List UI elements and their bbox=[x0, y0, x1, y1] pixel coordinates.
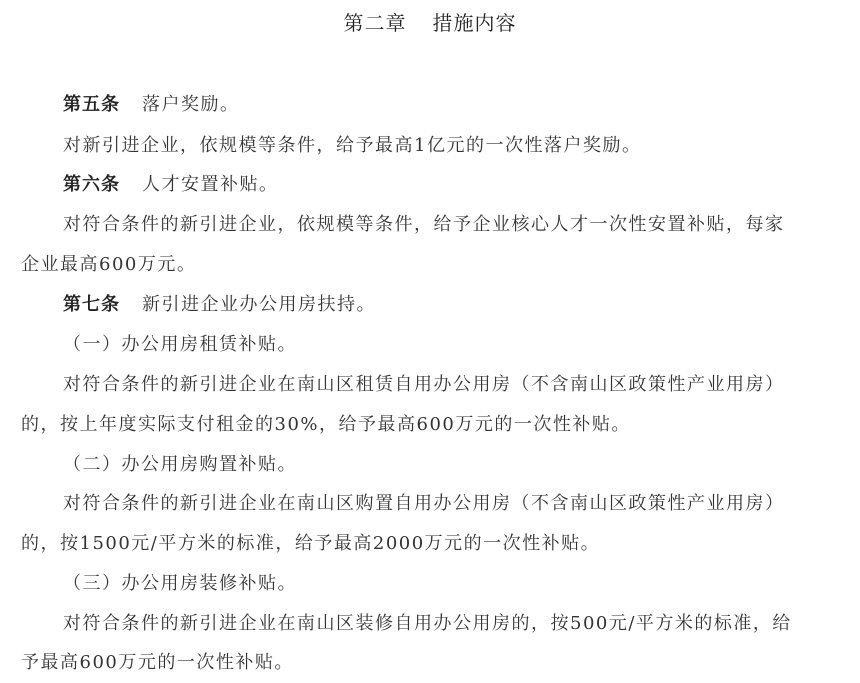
article-title: 新引进企业办公用房扶持。 bbox=[142, 294, 376, 315]
paragraph-line: 对符合条件的新引进企业在南山区装修自用办公用房的，按500元/平方米的标准，给 bbox=[63, 613, 792, 634]
article-6-heading bbox=[0, 171, 860, 199]
paragraph-line: 企业最高600万元。 bbox=[21, 254, 197, 275]
section-heading: （一）办公用房租赁补贴。 bbox=[63, 334, 297, 355]
paragraph-line: 对新引进企业，依规模等条件，给予最高1亿元的一次性落户奖励。 bbox=[63, 135, 642, 156]
chapter-number: 第二章 bbox=[343, 11, 407, 35]
section-heading: （二）办公用房购置补贴。 bbox=[63, 454, 297, 475]
article-title: 人才安置补贴。 bbox=[142, 174, 279, 195]
article-7-heading bbox=[0, 291, 860, 319]
article-number: 第六条 bbox=[63, 174, 120, 195]
paragraph-line: 对符合条件的新引进企业，依规模等条件，给予企业核心人才一次性安置补贴，每家 bbox=[63, 214, 785, 235]
paragraph-line: 的，按1500元/平方米的标准，给予最高2000万元的一次性补贴。 bbox=[21, 533, 601, 554]
section-heading: （三）办公用房装修补贴。 bbox=[63, 573, 297, 594]
chapter-name: 措施内容 bbox=[432, 11, 517, 35]
paragraph-line: 对符合条件的新引进企业在南山区租赁自用办公用房（不含南山区政策性产业用房） bbox=[63, 374, 785, 395]
article-title: 落户奖励。 bbox=[142, 94, 240, 115]
paragraph-line: 的，按上年度实际支付租金的30%，给予最高600万元的一次性补贴。 bbox=[21, 414, 631, 435]
paragraph-line: 对符合条件的新引进企业在南山区购置自用办公用房（不含南山区政策性产业用房） bbox=[63, 493, 785, 514]
article-5-heading bbox=[0, 91, 860, 119]
article-number: 第五条 bbox=[63, 94, 120, 115]
paragraph-line: 予最高600万元的一次性补贴。 bbox=[21, 652, 294, 673]
chapter-title bbox=[0, 8, 860, 38]
article-number: 第七条 bbox=[63, 294, 120, 315]
